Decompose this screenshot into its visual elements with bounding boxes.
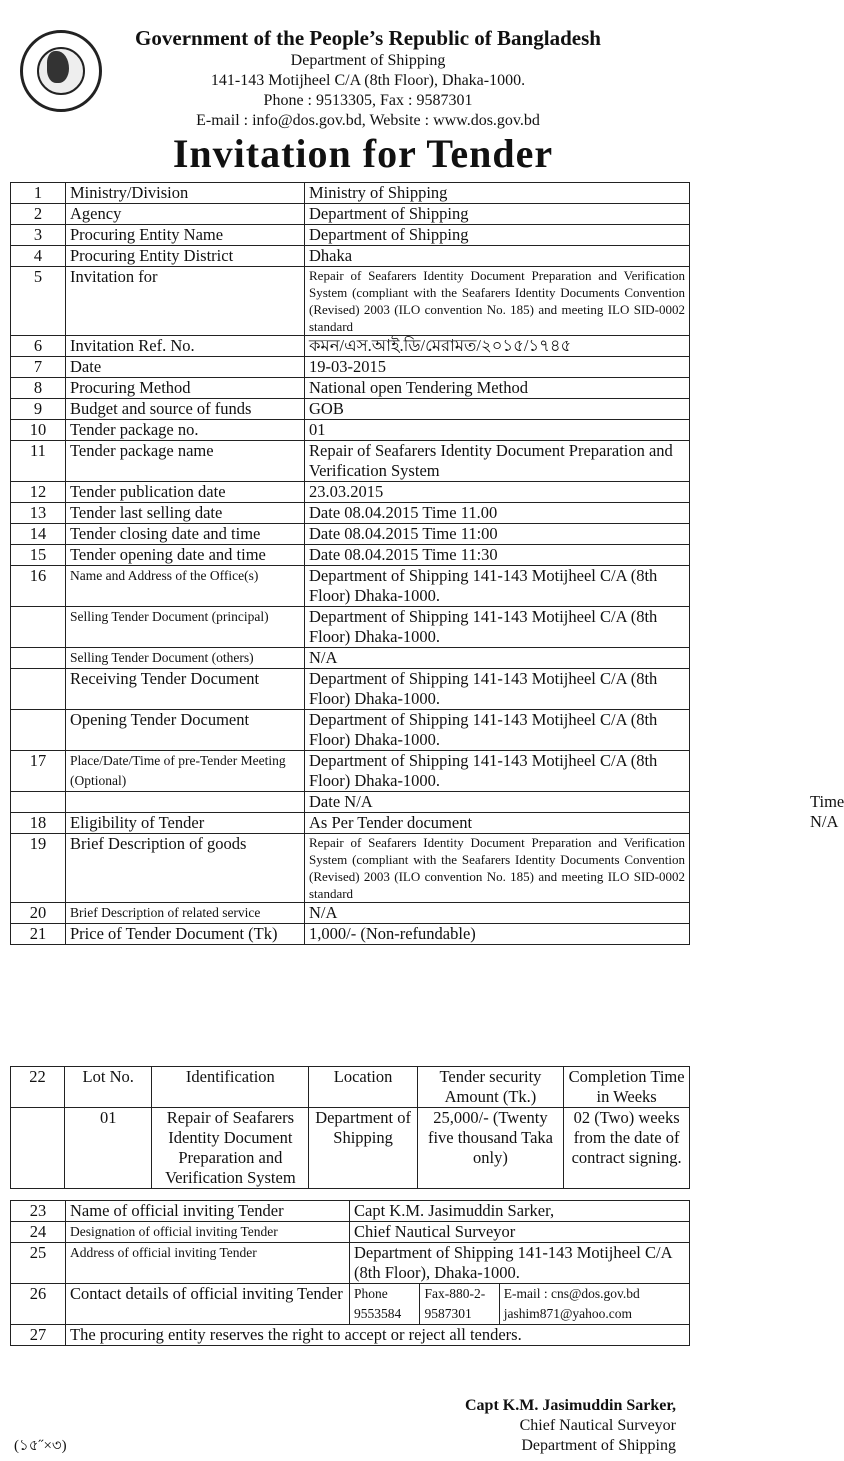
table-row	[11, 607, 690, 648]
row-label: Receiving Tender Document	[66, 669, 305, 710]
table-row	[11, 1201, 690, 1222]
row-label	[66, 792, 305, 813]
table-row	[11, 792, 690, 813]
signer-name: Capt K.M. Jasimuddin Sarker,	[465, 1397, 676, 1414]
contact-row	[11, 1284, 690, 1325]
row-label: Selling Tender Document (others)	[66, 648, 305, 669]
row-number	[11, 607, 66, 648]
letterhead	[0, 0, 696, 138]
row-value: N/A	[305, 903, 690, 924]
row-value: Date 08.04.2015 Time 11.00	[305, 503, 690, 524]
lot-table	[10, 1066, 690, 1189]
table-row	[11, 225, 690, 246]
row-number: 11	[11, 441, 66, 482]
official-table	[10, 1200, 690, 1346]
row-label: Eligibility of Tender	[66, 813, 305, 834]
row-number: 27	[11, 1325, 66, 1346]
row-value: 19-03-2015	[305, 357, 690, 378]
signer-dept: Department of Shipping	[521, 1437, 676, 1454]
dept-name: Department of Shipping	[290, 52, 446, 69]
row-value: Department of Shipping	[305, 204, 690, 225]
row-number	[11, 1108, 65, 1189]
table-row	[11, 813, 690, 834]
row-number: 13	[11, 503, 66, 524]
table-row	[11, 482, 690, 503]
row-label: Tender package name	[66, 441, 305, 482]
table-row	[11, 246, 690, 267]
table-row	[11, 336, 690, 357]
row-label: Name of official inviting Tender	[66, 1201, 350, 1222]
meeting-time-text: Time N/A	[810, 792, 844, 831]
row-value: Repair of Seafarers Identity Document Preparation and Verification System (compliant with the Seafarers Identity Documents Convention (Revised) 2003 (ILO convention No. 185) and meeting ILO SID-0002 standard	[305, 834, 690, 903]
row-number	[11, 669, 66, 710]
row-number: 12	[11, 482, 66, 503]
row-value: 1,000/- (Non-refundable)	[305, 924, 690, 945]
page-title: Invitation for Tender	[172, 131, 554, 176]
lot-cell: 02 (Two) weeks from the date of contract signing.	[564, 1108, 690, 1189]
row-number: 25	[11, 1243, 66, 1284]
row-number: 24	[11, 1222, 66, 1243]
row-number: 22	[11, 1067, 65, 1108]
row-label: Opening Tender Document	[66, 710, 305, 751]
row-value: As Per Tender document	[305, 813, 690, 834]
row-label: Tender last selling date	[66, 503, 305, 524]
lot-header: Lot No.	[65, 1067, 152, 1108]
lot-row	[11, 1108, 690, 1189]
row-number: 19	[11, 834, 66, 903]
dept-email: E-mail : info@dos.gov.bd, Website : www.dos.gov.bd	[196, 112, 540, 129]
table-row	[11, 267, 690, 336]
row-label: Invitation for	[66, 267, 305, 336]
table-row	[11, 903, 690, 924]
row-number: 4	[11, 246, 66, 267]
final-row	[11, 1325, 690, 1346]
table-row	[11, 1243, 690, 1284]
row-number: 8	[11, 378, 66, 399]
row-number	[11, 792, 66, 813]
table-row	[11, 710, 690, 751]
row-value: Department of Shipping	[305, 225, 690, 246]
row-label: Price of Tender Document (Tk)	[66, 924, 305, 945]
row-label: Date	[66, 357, 305, 378]
row-value: কমন/এস.আই.ডি/মেরামত/২০১৫/১৭৪৫	[305, 336, 690, 357]
row-value: Department of Shipping 141-143 Motijheel C/A (8th Floor) Dhaka-1000.	[305, 566, 690, 607]
row-label: Procuring Entity Name	[66, 225, 305, 246]
row-number: 20	[11, 903, 66, 924]
contact-phone: Phone 9553584	[350, 1284, 420, 1325]
lot-header-row	[11, 1067, 690, 1108]
row-value: Chief Nautical Surveyor	[350, 1222, 690, 1243]
lot-cell: 25,000/- (Twenty five thousand Taka only)	[417, 1108, 563, 1189]
row-label: Procuring Entity District	[66, 246, 305, 267]
lot-header: Location	[309, 1067, 417, 1108]
row-value: 01	[305, 420, 690, 441]
row-value: N/A	[305, 648, 690, 669]
row-label: Tender package no.	[66, 420, 305, 441]
row-label: Address of official inviting Tender	[66, 1243, 350, 1284]
tender-table	[10, 182, 844, 945]
row-label: Brief Description of related service	[66, 903, 305, 924]
row-label: Procuring Method	[66, 378, 305, 399]
row-number: 9	[11, 399, 66, 420]
table-row	[11, 1222, 690, 1243]
dept-address: 141-143 Motijheel C/A (8th Floor), Dhaka-1000.	[210, 72, 526, 89]
row-label: Designation of official inviting Tender	[66, 1222, 350, 1243]
row-value: National open Tendering Method	[305, 378, 690, 399]
table-row	[11, 669, 690, 710]
row-value: Department of Shipping 141-143 Motijheel C/A (8th Floor) Dhaka-1000.	[305, 710, 690, 751]
meeting-date-text: Date N/A	[309, 792, 373, 811]
row-label: Brief Description of goods	[66, 834, 305, 903]
lot-header: Completion Time in Weeks	[564, 1067, 690, 1108]
contact-fax: Fax-880-2-9587301	[420, 1284, 499, 1325]
table-row	[11, 420, 690, 441]
row-number: 23	[11, 1201, 66, 1222]
contact-email: E-mail : cns@dos.gov.bd jashim871@yahoo.com	[499, 1284, 689, 1325]
signer-title: Chief Nautical Surveyor	[519, 1417, 676, 1434]
row-number: 15	[11, 545, 66, 566]
row-value: Department of Shipping 141-143 Motijheel C/A (8th Floor) Dhaka-1000.	[305, 669, 690, 710]
table-row	[11, 441, 690, 482]
row-value: Department of Shipping 141-143 Motijheel C/A (8th Floor), Dhaka-1000.	[350, 1243, 690, 1284]
dept-phone: Phone : 9513305, Fax : 9587301	[263, 92, 473, 109]
row-label: Place/Date/Time of pre-Tender Meeting (Optional)	[66, 751, 305, 792]
table-row	[11, 924, 690, 945]
table-row	[11, 524, 690, 545]
row-number: 26	[11, 1284, 66, 1325]
row-value: Date 08.04.2015 Time 11:30	[305, 545, 690, 566]
row-value: Date 08.04.2015 Time 11:00	[305, 524, 690, 545]
row-value: Capt K.M. Jasimuddin Sarker,	[350, 1201, 690, 1222]
table-row	[11, 399, 690, 420]
table-row	[11, 204, 690, 225]
table-row	[11, 503, 690, 524]
row-value: Ministry of Shipping	[305, 183, 690, 204]
table-row	[11, 183, 690, 204]
table-row	[11, 648, 690, 669]
lot-header: Identification	[152, 1067, 309, 1108]
row-label: Ministry/Division	[66, 183, 305, 204]
row-number: 16	[11, 566, 66, 607]
row-number: 17	[11, 751, 66, 792]
row-number	[11, 648, 66, 669]
row-label: Contact details of official inviting Tender	[66, 1284, 350, 1325]
row-label: Tender opening date and time	[66, 545, 305, 566]
row-label: Selling Tender Document (principal)	[66, 607, 305, 648]
lot-cell: Repair of Seafarers Identity Document Preparation and Verification System	[152, 1108, 309, 1189]
row-value: Repair of Seafarers Identity Document Preparation and Verification System	[305, 441, 690, 482]
row-value: Repair of Seafarers Identity Document Preparation and Verification System (compliant with the Seafarers Identity Documents Convention (Revised) 2003 (ILO convention No. 185) and meeting ILO SID-0002 standard	[305, 267, 690, 336]
gov-title: Government of the People’s Republic of Bangladesh	[135, 26, 601, 50]
row-number: 5	[11, 267, 66, 336]
row-number: 6	[11, 336, 66, 357]
final-note: The procuring entity reserves the right to accept or reject all tenders.	[66, 1325, 690, 1346]
row-number: 21	[11, 924, 66, 945]
row-number: 18	[11, 813, 66, 834]
row-label: Tender closing date and time	[66, 524, 305, 545]
table-row	[11, 378, 690, 399]
lot-cell: 01	[65, 1108, 152, 1189]
row-number: 14	[11, 524, 66, 545]
signature-block	[465, 1396, 676, 1456]
row-label: Name and Address of the Office(s)	[66, 566, 305, 607]
row-number	[11, 710, 66, 751]
row-label: Agency	[66, 204, 305, 225]
row-number: 2	[11, 204, 66, 225]
row-label: Tender publication date	[66, 482, 305, 503]
row-number: 3	[11, 225, 66, 246]
lot-cell: Department of Shipping	[309, 1108, 417, 1189]
table-row	[11, 357, 690, 378]
row-label: Budget and source of funds	[66, 399, 305, 420]
row-value: GOB	[305, 399, 690, 420]
row-value: Department of Shipping 141-143 Motijheel C/A (8th Floor) Dhaka-1000.	[305, 607, 690, 648]
table-row	[11, 545, 690, 566]
row-value: Dhaka	[305, 246, 690, 267]
footnote: (১৫˝×৩)	[14, 1438, 67, 1454]
row-value: 23.03.2015	[305, 482, 690, 503]
lot-header: Tender security Amount (Tk.)	[417, 1067, 563, 1108]
row-value: Department of Shipping 141-143 Motijheel C/A (8th Floor) Dhaka-1000.	[305, 751, 690, 792]
row-number: 10	[11, 420, 66, 441]
table-row	[11, 834, 690, 903]
row-number: 1	[11, 183, 66, 204]
row-label: Invitation Ref. No.	[66, 336, 305, 357]
table-row	[11, 566, 690, 607]
row-number: 7	[11, 357, 66, 378]
table-row	[11, 751, 690, 792]
